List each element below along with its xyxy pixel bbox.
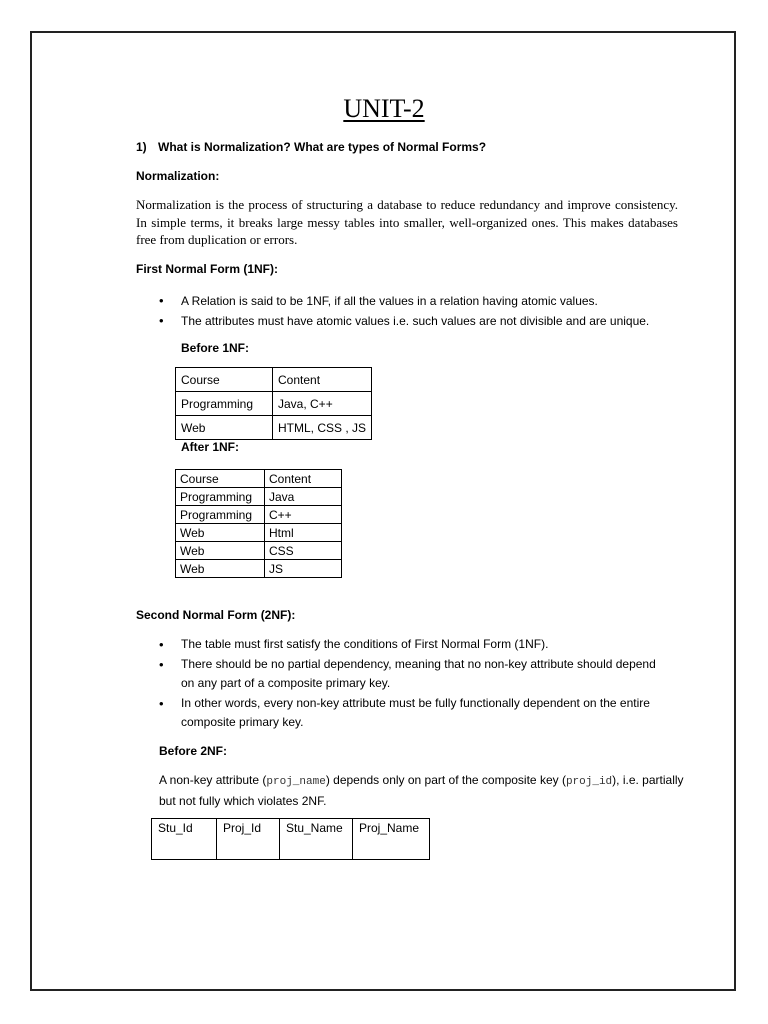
code-proj-name: proj_name bbox=[266, 776, 326, 788]
code-proj-id: proj_id bbox=[565, 776, 613, 788]
nf1-bullet-list bbox=[157, 291, 697, 331]
desc-text: ), i.e. partially but not fully which violates 2NF. bbox=[159, 773, 684, 808]
normalization-heading: Normalization: bbox=[136, 169, 220, 183]
table-cell: Web bbox=[176, 560, 265, 578]
table-cell: CSS bbox=[265, 542, 342, 560]
list-item: • A Relation is said to be 1NF, if all the values in a relation having atomic values. bbox=[157, 291, 697, 311]
list-item: • In other words, every non-key attribute must be fully functionally dependent on the entire composite primary key. bbox=[157, 694, 667, 733]
table-cell: Java, C++ bbox=[273, 392, 372, 416]
before-2nf-table bbox=[151, 818, 430, 860]
table-cell: Java bbox=[265, 488, 342, 506]
table-row bbox=[176, 560, 342, 578]
desc-text: A non-key attribute ( bbox=[159, 773, 267, 787]
table-cell: Programming bbox=[176, 506, 265, 524]
before-1nf-table bbox=[175, 367, 372, 440]
table-cell: Web bbox=[176, 416, 273, 440]
after-1nf-table bbox=[175, 469, 342, 578]
table-cell: Html bbox=[265, 524, 342, 542]
table-header-cell: Stu_Id bbox=[152, 819, 217, 860]
table-header-cell: Proj_Id bbox=[217, 819, 280, 860]
table-cell: Content bbox=[265, 470, 342, 488]
table-header-cell: Stu_Name bbox=[280, 819, 353, 860]
question-number: 1) bbox=[136, 140, 147, 154]
table-row bbox=[176, 470, 342, 488]
table-cell: Web bbox=[176, 542, 265, 560]
table-cell: Web bbox=[176, 524, 265, 542]
nf2-heading: Second Normal Form (2NF): bbox=[136, 608, 296, 622]
page-title: UNIT-2 bbox=[343, 94, 425, 123]
table-cell: Programming bbox=[176, 392, 273, 416]
table-cell: C++ bbox=[265, 506, 342, 524]
nf2-bullet-list bbox=[157, 635, 667, 733]
table-row bbox=[176, 368, 372, 392]
nf1-heading: First Normal Form (1NF): bbox=[136, 262, 279, 276]
table-row bbox=[176, 488, 342, 506]
normalization-paragraph: Normalization is the process of structuring a database to reduce redundancy and improve consistency. In simple terms, it breaks large messy tables into smaller, well-organized ones. This makes databases free from duplication or errors. bbox=[136, 197, 678, 247]
before-2nf-label: Before 2NF: bbox=[159, 744, 228, 758]
table-row bbox=[176, 524, 342, 542]
table-row bbox=[176, 392, 372, 416]
question-text: What is Normalization? What are types of Normal Forms? bbox=[158, 140, 487, 154]
table-row bbox=[176, 416, 372, 440]
table-row bbox=[152, 819, 430, 860]
table-cell: Course bbox=[176, 470, 265, 488]
list-item: • There should be no partial dependency, meaning that no non-key attribute should depend on any part of a composite primary key. bbox=[157, 655, 667, 694]
after-1nf-label: After 1NF: bbox=[181, 440, 240, 454]
nf2-description bbox=[159, 771, 689, 811]
table-cell: HTML, CSS , JS bbox=[273, 416, 372, 440]
table-cell: JS bbox=[265, 560, 342, 578]
table-cell: Course bbox=[176, 368, 273, 392]
table-row bbox=[176, 542, 342, 560]
table-cell: Programming bbox=[176, 488, 265, 506]
list-item: • The table must first satisfy the conditions of First Normal Form (1NF). bbox=[157, 635, 667, 655]
list-item: • The attributes must have atomic values i.e. such values are not divisible and are unique. bbox=[157, 311, 697, 331]
table-row bbox=[176, 506, 342, 524]
table-cell: Content bbox=[273, 368, 372, 392]
desc-text: ) depends only on part of the composite key ( bbox=[325, 773, 566, 787]
question-heading bbox=[136, 140, 486, 154]
before-1nf-label: Before 1NF: bbox=[181, 341, 250, 355]
table-header-cell: Proj_Name bbox=[353, 819, 430, 860]
